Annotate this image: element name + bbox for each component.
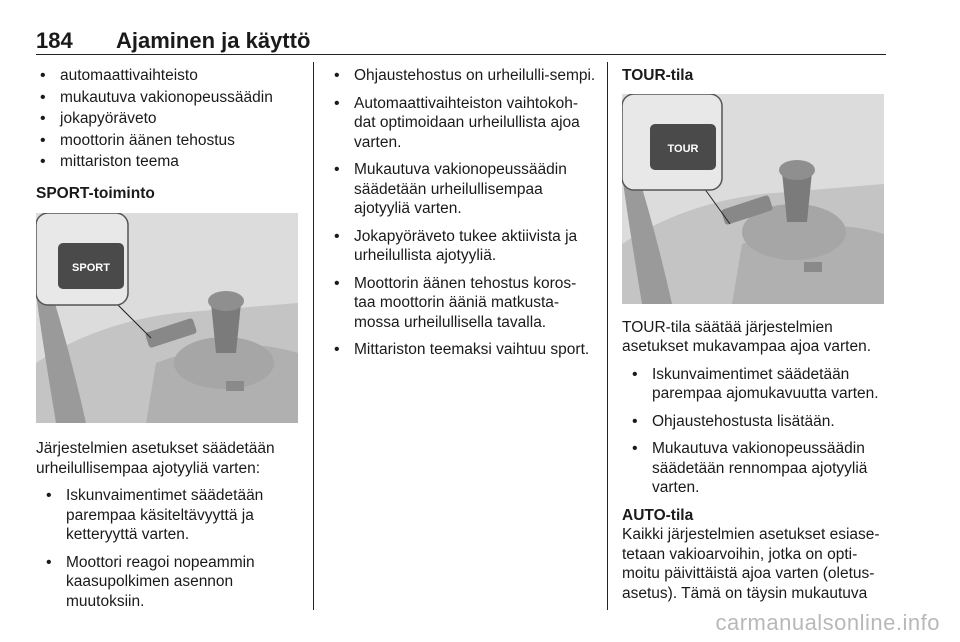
list-item: • mittariston teema xyxy=(36,152,302,172)
page-header xyxy=(36,28,886,52)
column-divider xyxy=(607,62,608,610)
tour-list xyxy=(622,365,888,498)
list-item: • Mukautuva vakionopeussäädin säädetään rennompaa ajotyyliä varten. xyxy=(622,439,888,498)
column-divider xyxy=(313,62,314,610)
sport-intro: Järjestelmien asetukset säädetään urheilullisempaa ajotyyliä varten: xyxy=(36,440,275,477)
list-item: • Moottorin äänen tehostus koros-taa moottorin ääniä matkusta-mossa urheilullisella tavalla. xyxy=(330,274,596,333)
tour-intro: TOUR-tila säätää järjestelmien asetukset mukavampaa ajoa varten. xyxy=(622,318,871,355)
feature-list xyxy=(36,66,302,172)
auto-heading: AUTO-tila xyxy=(622,506,694,524)
column-3 xyxy=(622,66,888,603)
auto-text: Kaikki järjestelmien asetukset esiase-tetaan vakioarvoihin, jotka on opti-moitu päivittäistä ajoa varten (oletus-asetus). Tämä on täysin mukautuva xyxy=(622,526,880,602)
sport-effects-list xyxy=(330,66,596,360)
tour-button-photo xyxy=(622,94,884,304)
tour-button-label: TOUR xyxy=(667,142,699,155)
page-number: 184 xyxy=(36,28,73,53)
list-item: • Ohjaustehostus on urheilulli-sempi. xyxy=(330,66,596,86)
page-title: Ajaminen ja käyttö xyxy=(116,28,311,53)
list-item: • Mukautuva vakionopeussäädin säädetään urheilullisempaa ajotyyliä varten. xyxy=(330,160,596,219)
list-item: • Mittariston teemaksi vaihtuu sport. xyxy=(330,340,596,360)
list-item: • jokapyöräveto xyxy=(36,109,302,129)
list-item: • Iskunvaimentimet säädetään parempaa käsiteltävyyttä ja ketteryyttä varten. xyxy=(36,486,302,545)
list-item: • Jokapyöräveto tukee aktiivista ja urheilullista ajotyyliä. xyxy=(330,227,596,266)
list-item: • Ohjaustehostusta lisätään. xyxy=(622,412,888,432)
list-item: • Automaattivaihteiston vaihtokoh-dat optimoidaan urheilullista ajoa varten. xyxy=(330,94,596,153)
column-2 xyxy=(330,66,596,368)
list-item: • Moottori reagoi nopeammin kaasupolkimen asennon muutoksiin. xyxy=(36,553,302,612)
column-1 xyxy=(36,66,302,619)
list-item: • moottorin äänen tehostus xyxy=(36,131,302,151)
list-item: • Iskunvaimentimet säädetään parempaa ajomukavuutta varten. xyxy=(622,365,888,404)
watermark: carmanualsonline.info xyxy=(715,610,940,635)
sport-list xyxy=(36,486,302,611)
sport-button-photo xyxy=(36,213,298,423)
sport-button-label: SPORT xyxy=(72,262,110,274)
header-rule xyxy=(36,54,886,55)
list-item: • automaattivaihteisto xyxy=(36,66,302,86)
list-item: • mukautuva vakionopeussäädin xyxy=(36,88,302,108)
sport-heading: SPORT-toiminto xyxy=(36,184,155,202)
tour-heading: TOUR-tila xyxy=(622,67,694,84)
